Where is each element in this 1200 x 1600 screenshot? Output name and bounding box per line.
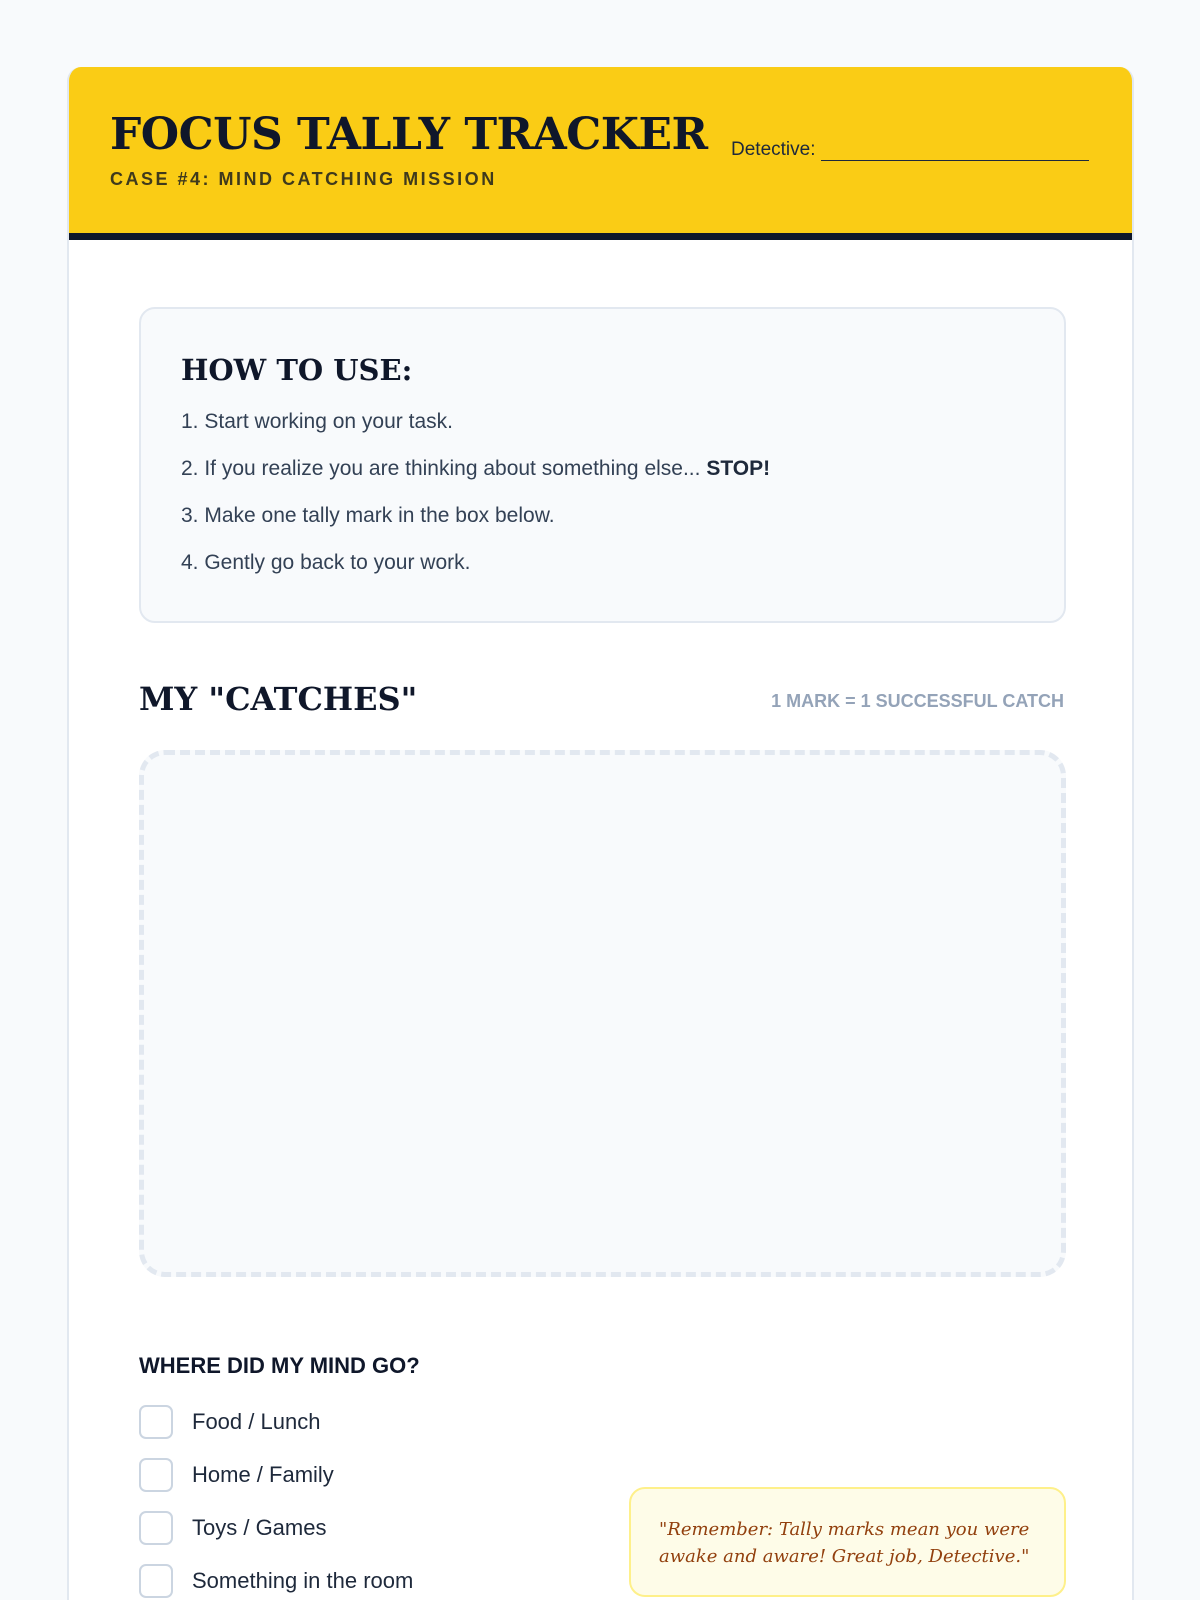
checkbox[interactable] — [139, 1564, 173, 1598]
where-heading: WHERE DID MY MIND GO? — [139, 1353, 420, 1378]
checkbox[interactable] — [139, 1458, 173, 1492]
page-subtitle: CASE #4: MIND CATCHING MISSION — [110, 169, 497, 189]
checkbox[interactable] — [139, 1405, 173, 1439]
step-text: 4. Gently go back to your work. — [181, 551, 471, 574]
page-title: FOCUS TALLY TRACKER — [110, 109, 708, 160]
how-to-step — [181, 410, 453, 434]
how-to-step — [181, 551, 470, 575]
how-to-step — [181, 457, 770, 481]
catches-heading: MY "CATCHES" — [139, 680, 418, 718]
option-label: Home / Family — [192, 1462, 334, 1487]
catches-note: 1 MARK = 1 SUCCESSFUL CATCH — [771, 691, 1064, 711]
option-label: Something in the room — [192, 1568, 414, 1593]
how-to-step — [181, 504, 555, 528]
option-label: Toys / Games — [192, 1515, 327, 1540]
option-label: Food / Lunch — [192, 1409, 321, 1434]
header-banner — [69, 67, 1132, 240]
step-text: 3. Make one tally mark in the box below. — [181, 504, 555, 527]
checkbox[interactable] — [139, 1511, 173, 1545]
how-to-panel — [139, 307, 1066, 623]
option-food[interactable] — [139, 1405, 320, 1439]
step-text: 1. Start working on your task. — [181, 410, 453, 433]
worksheet-card — [67, 67, 1134, 1600]
option-room[interactable] — [139, 1564, 413, 1598]
reminder-note — [629, 1487, 1066, 1597]
detective-label: Detective: — [731, 139, 816, 160]
step-emphasis: STOP! — [706, 457, 771, 480]
option-home[interactable] — [139, 1458, 334, 1492]
tally-box[interactable] — [139, 750, 1066, 1277]
reminder-text: "Remember: Tally marks mean you were awake and aware! Great job, Detective." — [659, 1519, 1030, 1567]
option-toys[interactable] — [139, 1511, 326, 1545]
detective-name-line[interactable] — [821, 143, 1089, 161]
how-to-heading: HOW TO USE: — [181, 353, 413, 387]
detective-field[interactable] — [731, 139, 1089, 161]
step-text: 2. If you realize you are thinking about something else... — [181, 457, 707, 480]
